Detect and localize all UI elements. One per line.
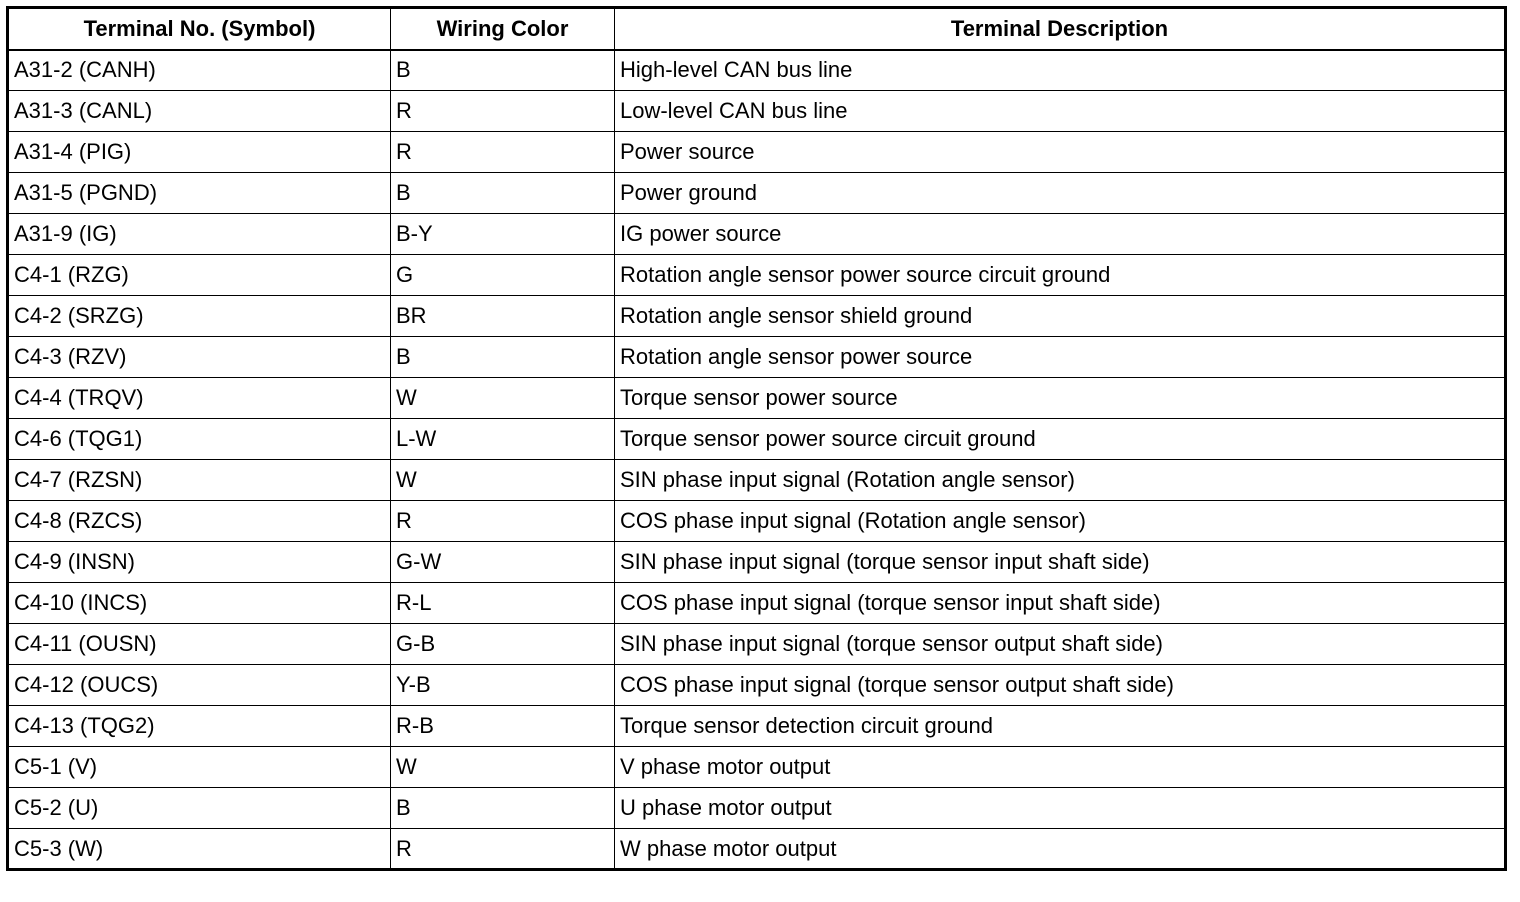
table-header: [8, 8, 1506, 50]
wiring-color-cell: W: [391, 747, 615, 788]
description-cell: Torque sensor power source circuit ground: [615, 419, 1506, 460]
terminal-cell: A31-2 (CANH): [8, 50, 391, 91]
terminal-cell: C4-2 (SRZG): [8, 296, 391, 337]
terminal-table: [6, 6, 1507, 871]
header-terminal: Terminal No. (Symbol): [8, 8, 391, 50]
table-row: [8, 50, 1506, 91]
terminal-cell: C4-7 (RZSN): [8, 460, 391, 501]
table-row: [8, 173, 1506, 214]
wiring-color-cell: BR: [391, 296, 615, 337]
table-row: [8, 460, 1506, 501]
table-row: [8, 788, 1506, 829]
description-cell: Rotation angle sensor shield ground: [615, 296, 1506, 337]
terminal-cell: C4-12 (OUCS): [8, 665, 391, 706]
wiring-color-cell: R: [391, 501, 615, 542]
table-row: [8, 583, 1506, 624]
description-cell: COS phase input signal (torque sensor input shaft side): [615, 583, 1506, 624]
table-row: [8, 829, 1506, 870]
description-cell: Power ground: [615, 173, 1506, 214]
terminal-cell: A31-4 (PIG): [8, 132, 391, 173]
wiring-color-cell: Y-B: [391, 665, 615, 706]
wiring-color-cell: W: [391, 378, 615, 419]
description-cell: Torque sensor detection circuit ground: [615, 706, 1506, 747]
wiring-color-cell: G: [391, 255, 615, 296]
description-cell: W phase motor output: [615, 829, 1506, 870]
table-row: [8, 624, 1506, 665]
description-cell: IG power source: [615, 214, 1506, 255]
wiring-color-cell: B: [391, 788, 615, 829]
table-row: [8, 337, 1506, 378]
table-row: [8, 214, 1506, 255]
terminal-cell: C4-3 (RZV): [8, 337, 391, 378]
terminal-cell: C5-2 (U): [8, 788, 391, 829]
wiring-color-cell: B: [391, 173, 615, 214]
table-row: [8, 378, 1506, 419]
table-row: [8, 706, 1506, 747]
description-cell: SIN phase input signal (Rotation angle sensor): [615, 460, 1506, 501]
wiring-color-cell: G-B: [391, 624, 615, 665]
table-row: [8, 255, 1506, 296]
wiring-color-cell: W: [391, 460, 615, 501]
wiring-color-cell: G-W: [391, 542, 615, 583]
description-cell: COS phase input signal (torque sensor output shaft side): [615, 665, 1506, 706]
table-row: [8, 296, 1506, 337]
table-row: [8, 542, 1506, 583]
wiring-color-cell: L-W: [391, 419, 615, 460]
terminal-cell: C5-1 (V): [8, 747, 391, 788]
description-cell: Power source: [615, 132, 1506, 173]
description-cell: COS phase input signal (Rotation angle sensor): [615, 501, 1506, 542]
header-wiring-color: Wiring Color: [391, 8, 615, 50]
table-row: [8, 91, 1506, 132]
table-row: [8, 419, 1506, 460]
terminal-cell: A31-5 (PGND): [8, 173, 391, 214]
terminal-cell: A31-3 (CANL): [8, 91, 391, 132]
description-cell: Rotation angle sensor power source: [615, 337, 1506, 378]
table-row: [8, 501, 1506, 542]
description-cell: High-level CAN bus line: [615, 50, 1506, 91]
table-row: [8, 665, 1506, 706]
wiring-color-cell: B: [391, 50, 615, 91]
terminal-cell: C4-1 (RZG): [8, 255, 391, 296]
description-cell: V phase motor output: [615, 747, 1506, 788]
wiring-color-cell: R: [391, 829, 615, 870]
table-row: [8, 132, 1506, 173]
wiring-color-cell: B-Y: [391, 214, 615, 255]
terminal-cell: C4-8 (RZCS): [8, 501, 391, 542]
wiring-color-cell: R-B: [391, 706, 615, 747]
terminal-cell: C4-13 (TQG2): [8, 706, 391, 747]
wiring-color-cell: B: [391, 337, 615, 378]
table-body: [8, 50, 1506, 870]
terminal-cell: C4-11 (OUSN): [8, 624, 391, 665]
terminal-cell: C5-3 (W): [8, 829, 391, 870]
description-cell: Low-level CAN bus line: [615, 91, 1506, 132]
terminal-cell: C4-10 (INCS): [8, 583, 391, 624]
table-row: [8, 747, 1506, 788]
terminal-cell: C4-4 (TRQV): [8, 378, 391, 419]
header-description: Terminal Description: [615, 8, 1506, 50]
wiring-color-cell: R: [391, 91, 615, 132]
terminal-cell: A31-9 (IG): [8, 214, 391, 255]
wiring-color-cell: R: [391, 132, 615, 173]
description-cell: Torque sensor power source: [615, 378, 1506, 419]
terminal-cell: C4-6 (TQG1): [8, 419, 391, 460]
description-cell: Rotation angle sensor power source circuit ground: [615, 255, 1506, 296]
terminal-cell: C4-9 (INSN): [8, 542, 391, 583]
description-cell: U phase motor output: [615, 788, 1506, 829]
wiring-color-cell: R-L: [391, 583, 615, 624]
description-cell: SIN phase input signal (torque sensor input shaft side): [615, 542, 1506, 583]
header-row: [8, 8, 1506, 50]
description-cell: SIN phase input signal (torque sensor output shaft side): [615, 624, 1506, 665]
